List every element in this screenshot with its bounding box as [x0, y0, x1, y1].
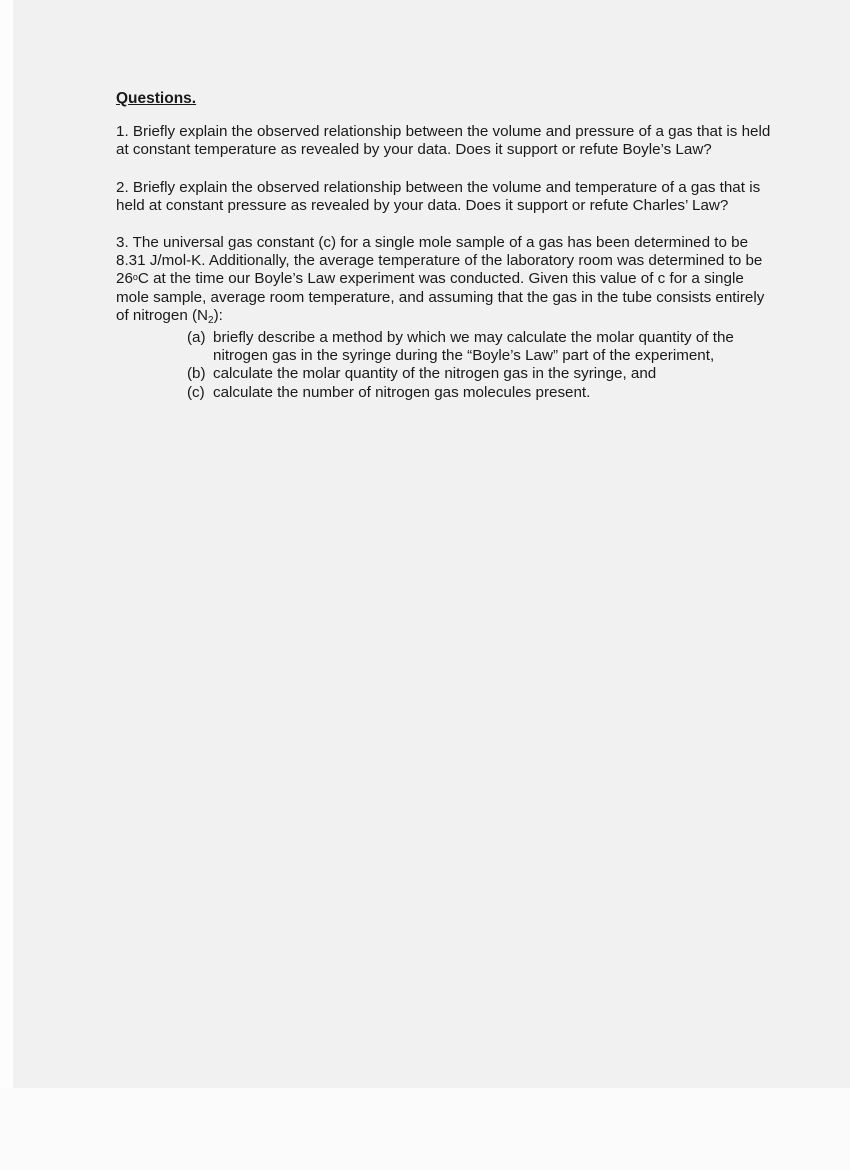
nitrogen-subscript: 2 [208, 314, 214, 326]
question-3-text-part2: C at the time our Boyle’s Law experiment was conducted. Given this value of c for a single mole sample, average room temperature, and assuming that the gas in the tube consists entirely of nitrogen (N [116, 270, 765, 324]
question-3-text-part1: 3. The universal gas constant (c) for a single mole sample of a gas has been determined to be 8.31 J/mol-K. Additionally, the average temperature of the laboratory room was determined to be 26 [116, 234, 763, 288]
subpart-c-tag: (c) [187, 383, 205, 401]
question-1-text: 1. Briefly explain the observed relationship between the volume and pressure of a gas that is held at constant temperature as revealed by your data. Does it support or refute Boyle’s Law? [116, 123, 771, 159]
subpart-c-text: calculate the number of nitrogen gas molecules present. [213, 383, 591, 401]
question-3-text [116, 234, 776, 325]
questions-section [116, 90, 776, 421]
question-3 [116, 234, 776, 402]
scanner-bed [0, 1088, 850, 1170]
degree-mark: o [132, 272, 138, 283]
question-3-subparts [162, 329, 776, 402]
question-3-text-part3: ): [213, 306, 223, 324]
subpart-c [162, 384, 776, 402]
subpart-a-text: briefly describe a method by which we may calculate the molar quantity of the nitrogen gas in the syringe during the “Boyle’s Law” part of the experiment, [213, 329, 734, 365]
question-2 [116, 179, 776, 215]
section-heading: Questions. [116, 90, 197, 107]
subpart-b-tag: (b) [187, 365, 206, 383]
subpart-a-tag: (a) [187, 329, 206, 347]
subpart-b [162, 365, 776, 383]
subpart-b-text: calculate the molar quantity of the nitrogen gas in the syringe, and [213, 365, 657, 383]
subpart-a [162, 329, 776, 365]
question-1 [116, 123, 776, 159]
question-2-text: 2. Briefly explain the observed relationship between the volume and temperature of a gas that is held at constant pressure as revealed by your data. Does it support or refute Charles’ Law? [116, 178, 761, 214]
